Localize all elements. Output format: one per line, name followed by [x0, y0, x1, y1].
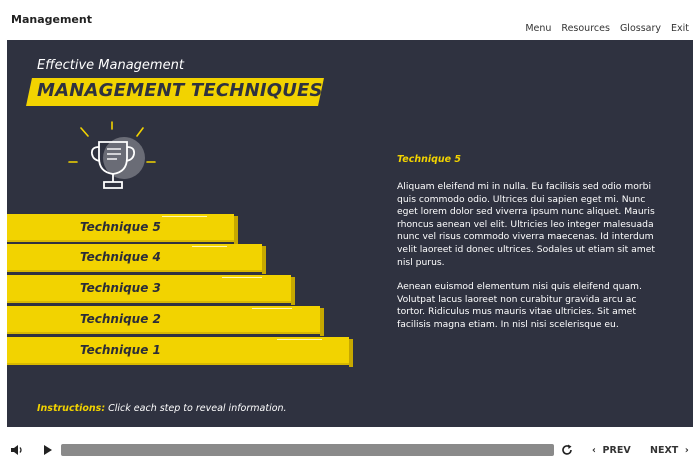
step-technique-4[interactable] — [7, 244, 262, 272]
slide-kicker: Effective Management — [37, 58, 184, 73]
step-technique-2[interactable] — [7, 306, 320, 334]
highlight-streak — [277, 339, 322, 340]
step-shadow — [234, 216, 238, 244]
step-label: Technique 5 — [80, 220, 161, 234]
step-label: Technique 2 — [80, 312, 161, 326]
volume-icon[interactable] — [10, 443, 24, 457]
prev-button[interactable] — [592, 445, 631, 456]
course-title: Management — [11, 13, 92, 26]
nav-exit[interactable]: Exit — [671, 23, 689, 34]
info-body — [397, 181, 659, 332]
info-paragraph: Aenean euismod elementum nisi quis eleifend quam. Volutpat lacus laoreet non curabitur gravida arcu ac tortor. Ridiculus mus mauris vitae ultricies. Sit amet facilisis magna etiam. In nisl nisi scelerisque eu. — [397, 281, 642, 330]
step-label: Technique 4 — [80, 250, 161, 264]
info-paragraph: Aliquam eleifend mi in nulla. Eu facilisis sed odio morbi quis commodo odio. Ultrices dui sapien eget mi. Nunc eget lorem dolor sed viverra ipsum nunc aliquet. Mauris rhoncus aenean vel elit. Ultricies leo integer malesuada nunc vel risus commodo viverra maecenas. Id interdum velit laoreet id donec ultrices. Sodales ut etiam sit amet nisl purus. — [397, 181, 655, 268]
step-shadow — [320, 308, 324, 336]
next-button[interactable] — [650, 445, 689, 456]
step-technique-5[interactable] — [7, 214, 234, 242]
step-label: Technique 1 — [80, 343, 161, 357]
highlight-streak — [192, 246, 227, 247]
step-label: Technique 3 — [80, 281, 161, 295]
highlight-streak — [252, 308, 292, 309]
chevron-right-icon: › — [684, 445, 689, 456]
step-shadow — [291, 277, 295, 305]
slide-stage — [7, 40, 693, 427]
replay-icon[interactable] — [560, 443, 574, 457]
nav-menu[interactable]: Menu — [525, 23, 552, 34]
slide-title: MANAGEMENT TECHNIQUES — [37, 80, 323, 101]
prev-label: PREV — [602, 445, 631, 456]
player-bar — [0, 436, 700, 464]
highlight-streak — [222, 277, 262, 278]
top-bar — [0, 0, 700, 40]
highlight-streak — [162, 216, 207, 217]
nav-glossary[interactable]: Glossary — [619, 23, 661, 34]
next-label: NEXT — [650, 445, 679, 456]
info-heading: Technique 5 — [397, 154, 462, 165]
step-technique-1[interactable] — [7, 337, 349, 365]
top-nav — [525, 23, 689, 34]
instructions — [37, 403, 287, 414]
nav-resources[interactable]: Resources — [561, 23, 610, 34]
step-shadow — [262, 246, 266, 274]
play-icon[interactable] — [44, 445, 52, 455]
trophy-icon — [67, 118, 167, 208]
step-technique-3[interactable] — [7, 275, 291, 303]
instructions-label: Instructions: — [37, 403, 106, 414]
seek-bar[interactable] — [61, 444, 554, 456]
step-shadow — [349, 339, 353, 367]
chevron-left-icon: ‹ — [592, 445, 596, 456]
instructions-text: Click each step to reveal information. — [105, 403, 287, 414]
